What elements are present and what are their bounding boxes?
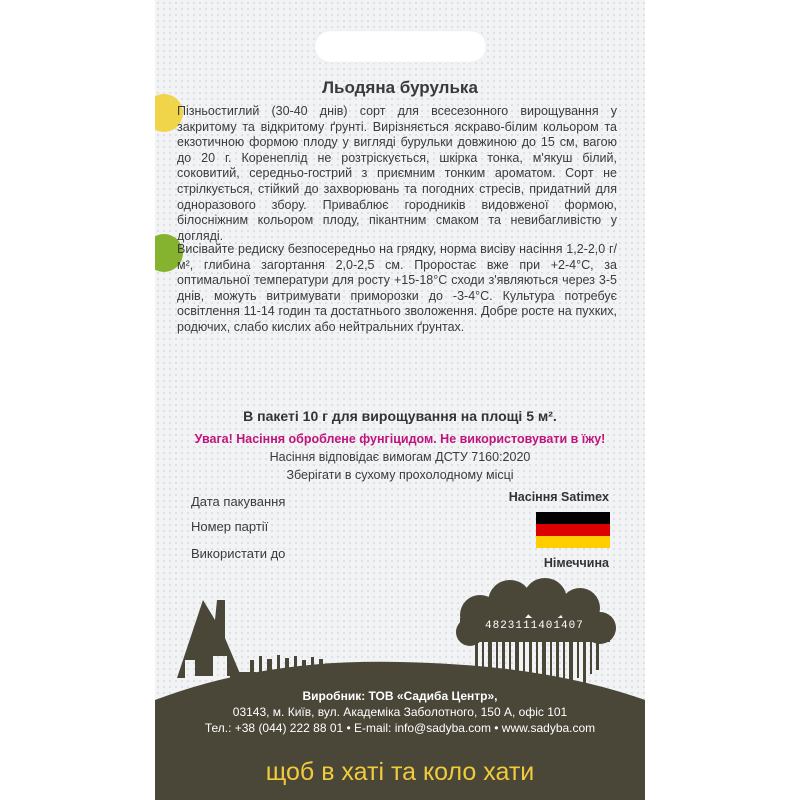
- fungicide-warning: Увага! Насіння оброблене фунгіцидом. Не використовувати в їжу!: [194, 432, 606, 446]
- manufacturer-contacts: Тел.: +38 (044) 222 88 01 • E-mail: info@sadyba.com • www.sadyba.com: [204, 721, 596, 735]
- storage-note: Зберігати в сухому прохолодному місці: [286, 468, 514, 482]
- manufacturer-address: 03143, м. Київ, вул. Академіка Заболотного, 150 А, офіс 101: [232, 705, 568, 719]
- pack-date-label: Дата пакування: [191, 494, 286, 509]
- description-text: Пізньостиглий (30-40 днів) сорт для всесезонного вирощування у закритому та відкритому ґрунті. Вирізняється яскраво-білим кольором та екзотичною формою плоду у вигляді бурульки довжиною до 15 см, вагою до 20 г. Коренеплід не розтріскується, шкірка тонка, м'якуш білий, соковитий, середньо-гострий з приємним тонким ароматом. Сорт не стрілкується, стійкий до захворювань та погодних стресів, придатний для одноразового збору. Приваблює городників видовженої формою, білосніжним кольором плоду, пікантним смаком та невибагливістю у догляді.: [177, 104, 617, 243]
- country-name: Німеччина: [543, 556, 609, 570]
- manufacturer-name: Виробник: ТОВ «Садиба Центр»,: [302, 689, 498, 703]
- product-title: Льодяна бурулька: [322, 78, 478, 97]
- seed-packet: [155, 0, 645, 800]
- packet-info: В пакеті 10 г для вирощування на площі 5 м².: [243, 408, 557, 424]
- sowing-instructions: Висівайте редиску безпосередньо на грядку, норма висіву насіння 1,2-2,0 г/м², глибина загортання 2,0-2,5 см. Проростає вже при +2-4°С, за оптимальної температури для росту +15-18°С сходи з'являються через 3-5 днів, можуть витримувати приморозки до -3-4°С. Культура потребує освітлення 11-14 годин та достатнього зволоження. Добре росте на пухких, родючих, слабо кислих або нейтральних ґрунтах.: [177, 242, 617, 334]
- barcode-number: 4823111401407: [485, 620, 584, 632]
- germany-flag-icon: [536, 512, 610, 548]
- batch-number-label: Номер партії: [191, 519, 269, 534]
- brand-name: Насіння Satimex: [508, 490, 609, 504]
- use-before-label: Використати до: [191, 546, 286, 561]
- slogan: щоб в хаті та коло хати: [265, 758, 535, 786]
- standard-note: Насіння відповідає вимогам ДСТУ 7160:2020: [269, 450, 531, 464]
- hanger-slot: [314, 30, 487, 63]
